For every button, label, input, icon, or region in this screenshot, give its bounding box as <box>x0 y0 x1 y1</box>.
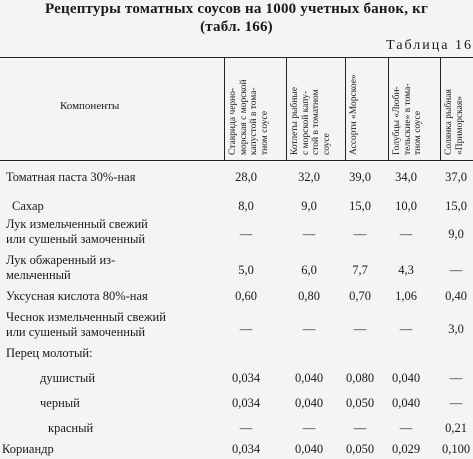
table-cell: 0,050 <box>345 396 375 410</box>
table-cell: — <box>449 396 463 410</box>
table-cell: — <box>449 371 463 385</box>
column-header-3: Ассорти «Морское» <box>349 74 359 155</box>
title-line-2: (табл. 166) <box>200 19 273 35</box>
table-label: Таблица 16 <box>386 38 473 53</box>
row-label: Сахар <box>12 199 44 213</box>
table-cell: 15,0 <box>445 199 467 213</box>
table-cell: 39,0 <box>349 170 371 184</box>
table-cell: 0,040 <box>294 396 324 410</box>
table-cell: — <box>353 421 367 435</box>
table-cell: 0,050 <box>345 442 375 456</box>
table-cell: — <box>399 421 413 435</box>
table-cell: — <box>399 227 413 241</box>
table-cell: 0,21 <box>445 421 467 435</box>
table-cell: 34,0 <box>395 170 417 184</box>
header-top-rule <box>0 57 473 58</box>
table-cell: 32,0 <box>298 170 320 184</box>
table-cell: 0,040 <box>391 396 421 410</box>
table-cell: 9,0 <box>448 227 464 241</box>
table-cell: 0,80 <box>298 289 320 303</box>
table-cell: 6,0 <box>301 263 317 277</box>
col-sep-3 <box>345 57 346 160</box>
row-label: Лук измельченный свежий или сушеный замоченный <box>6 217 148 246</box>
row-label: Томатная паста 30%-ная <box>6 170 136 184</box>
table-cell: 4,3 <box>398 263 414 277</box>
table-cell: 0,034 <box>231 396 261 410</box>
table-cell: 0,40 <box>445 289 467 303</box>
table-cell: 0,040 <box>294 371 324 385</box>
col-sep-4 <box>388 57 389 160</box>
table-cell: 0,100 <box>441 442 471 456</box>
table-cell: — <box>353 322 367 336</box>
col-sep-5 <box>440 57 441 160</box>
table-cell: 0,040 <box>391 371 421 385</box>
table-cell: 1,06 <box>395 289 417 303</box>
row-label: Уксусная кислота 80%-ная <box>6 289 148 303</box>
table-cell: 8,0 <box>238 199 254 213</box>
column-header-1: Ставрида черно- морская с морской капустой в тома- тном соусе <box>228 79 270 155</box>
table-cell: — <box>239 227 253 241</box>
table-cell: 0,60 <box>235 289 257 303</box>
row-label: Перец молотый: <box>6 346 93 360</box>
column-header-4: Голубцы «Люби- тельские» в тома- тном соусе <box>392 83 423 155</box>
row-label: Кориандр <box>2 442 54 456</box>
row-label: черный <box>40 396 80 410</box>
table-cell: 9,0 <box>301 199 317 213</box>
header-bottom-rule <box>0 160 473 161</box>
table-cell: 0,034 <box>231 442 261 456</box>
table-cell: — <box>399 322 413 336</box>
row-label: Чеснок измельченный свежий или сушеный замоченный <box>6 310 166 339</box>
title-line-1: Рецептуры томатных соусов на 1000 учетных банок, кг <box>44 1 429 17</box>
col-sep-1 <box>224 57 225 160</box>
table-cell: — <box>302 421 316 435</box>
document-title <box>0 0 473 36</box>
table-cell: — <box>353 227 367 241</box>
row-label: красный <box>48 421 94 435</box>
table-cell: — <box>239 322 253 336</box>
table-cell: 0,080 <box>345 371 375 385</box>
table-cell: 15,0 <box>349 199 371 213</box>
table-cell: 0,034 <box>231 371 261 385</box>
table-cell: 0,040 <box>294 442 324 456</box>
table-cell: — <box>239 421 253 435</box>
table-cell: 37,0 <box>445 170 467 184</box>
table-cell: 0,029 <box>391 442 421 456</box>
col-sep-2 <box>286 57 287 160</box>
table-cell: 7,7 <box>352 263 368 277</box>
table-cell: — <box>302 227 316 241</box>
table-cell: 5,0 <box>238 263 254 277</box>
table-cell: — <box>302 322 316 336</box>
column-header-5: Солянка рыбная «Приморская» <box>444 89 465 155</box>
column-header-2: Котлеты рыбные с морской капу- стой в томатном соусе <box>290 87 332 155</box>
row-label: душистый <box>40 371 96 385</box>
table-cell: 0,70 <box>349 289 371 303</box>
table-cell: — <box>449 263 463 277</box>
table-cell: 10,0 <box>395 199 417 213</box>
table-cell: 28,0 <box>235 170 257 184</box>
components-header: Компоненты <box>60 100 120 112</box>
row-label: Лук обжаренный из- мельченный <box>6 253 116 282</box>
table-cell: 3,0 <box>448 322 464 336</box>
